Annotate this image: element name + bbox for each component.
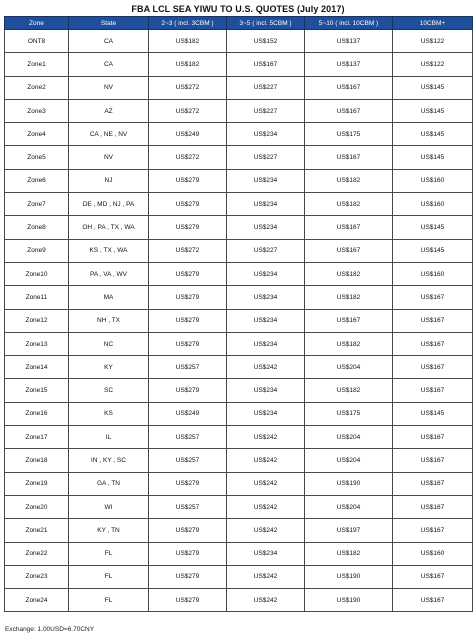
price-3-5cbm-cell: US$242 <box>227 472 305 495</box>
price-2-3cbm-cell: US$272 <box>149 99 227 122</box>
price-3-5cbm-cell: US$227 <box>227 99 305 122</box>
price-5-10cbm-cell: US$167 <box>305 216 393 239</box>
table-row <box>5 426 473 449</box>
price-5-10cbm-cell: US$190 <box>305 472 393 495</box>
price-10cbm-plus-cell: US$145 <box>393 123 473 146</box>
price-3-5cbm-cell: US$234 <box>227 332 305 355</box>
table-row <box>5 123 473 146</box>
price-10cbm-plus-cell: US$145 <box>393 99 473 122</box>
table-row <box>5 565 473 588</box>
price-10cbm-plus-cell: US$167 <box>393 286 473 309</box>
zone-cell: Zone8 <box>5 216 69 239</box>
state-cell: KY <box>69 356 149 379</box>
price-2-3cbm-cell: US$279 <box>149 379 227 402</box>
price-10cbm-plus-cell: US$167 <box>393 379 473 402</box>
price-2-3cbm-cell: US$182 <box>149 53 227 76</box>
state-cell: IL <box>69 426 149 449</box>
state-cell: FL <box>69 542 149 565</box>
state-cell: CA <box>69 53 149 76</box>
zone-cell: Zone24 <box>5 589 69 612</box>
price-5-10cbm-cell: US$190 <box>305 589 393 612</box>
header-price-10cbm-plus: 10CBM+ <box>393 17 473 30</box>
state-cell: NJ <box>69 169 149 192</box>
table-row <box>5 169 473 192</box>
price-5-10cbm-cell: US$167 <box>305 76 393 99</box>
sheet-title: FBA LCL SEA YIWU TO U.S. QUOTES (July 2017) <box>131 4 345 14</box>
price-10cbm-plus-cell: US$160 <box>393 169 473 192</box>
price-5-10cbm-cell: US$137 <box>305 53 393 76</box>
price-5-10cbm-cell: US$167 <box>305 99 393 122</box>
table-row <box>5 309 473 332</box>
price-3-5cbm-cell: US$234 <box>227 262 305 285</box>
price-5-10cbm-cell: US$197 <box>305 519 393 542</box>
price-5-10cbm-cell: US$182 <box>305 286 393 309</box>
price-3-5cbm-cell: US$227 <box>227 239 305 262</box>
state-cell: FL <box>69 589 149 612</box>
price-2-3cbm-cell: US$279 <box>149 519 227 542</box>
price-5-10cbm-cell: US$204 <box>305 426 393 449</box>
price-10cbm-plus-cell: US$145 <box>393 239 473 262</box>
state-cell: NV <box>69 146 149 169</box>
price-5-10cbm-cell: US$182 <box>305 193 393 216</box>
zone-cell: Zone14 <box>5 356 69 379</box>
price-2-3cbm-cell: US$279 <box>149 332 227 355</box>
table-row <box>5 519 473 542</box>
price-2-3cbm-cell: US$279 <box>149 216 227 239</box>
table-row <box>5 379 473 402</box>
price-3-5cbm-cell: US$234 <box>227 286 305 309</box>
zone-cell: Zone21 <box>5 519 69 542</box>
price-2-3cbm-cell: US$272 <box>149 76 227 99</box>
table-row <box>5 193 473 216</box>
price-3-5cbm-cell: US$242 <box>227 519 305 542</box>
price-2-3cbm-cell: US$272 <box>149 239 227 262</box>
price-10cbm-plus-cell: US$160 <box>393 193 473 216</box>
price-3-5cbm-cell: US$234 <box>227 309 305 332</box>
state-cell: WI <box>69 495 149 518</box>
price-2-3cbm-cell: US$249 <box>149 123 227 146</box>
header-price-5-10cbm: 5~10 ( incl. 10CBM ) <box>305 17 393 30</box>
state-cell: KY , TN <box>69 519 149 542</box>
price-3-5cbm-cell: US$234 <box>227 542 305 565</box>
price-3-5cbm-cell: US$234 <box>227 379 305 402</box>
state-cell: SC <box>69 379 149 402</box>
table-header-row <box>5 17 473 30</box>
table-row <box>5 356 473 379</box>
price-5-10cbm-cell: US$137 <box>305 30 393 53</box>
zone-cell: Zone7 <box>5 193 69 216</box>
price-5-10cbm-cell: US$167 <box>305 309 393 332</box>
price-2-3cbm-cell: US$279 <box>149 565 227 588</box>
price-10cbm-plus-cell: US$167 <box>393 449 473 472</box>
header-price-3-5cbm: 3~5 ( incl. 5CBM ) <box>227 17 305 30</box>
price-5-10cbm-cell: US$182 <box>305 262 393 285</box>
zone-cell: Zone2 <box>5 76 69 99</box>
price-2-3cbm-cell: US$279 <box>149 309 227 332</box>
price-10cbm-plus-cell: US$145 <box>393 402 473 425</box>
price-3-5cbm-cell: US$167 <box>227 53 305 76</box>
table-row <box>5 402 473 425</box>
price-3-5cbm-cell: US$234 <box>227 402 305 425</box>
price-2-3cbm-cell: US$257 <box>149 449 227 472</box>
price-3-5cbm-cell: US$242 <box>227 449 305 472</box>
table-row <box>5 589 473 612</box>
header-price-2-3cbm: 2~3 ( incl. 3CBM ) <box>149 17 227 30</box>
table-row <box>5 449 473 472</box>
price-5-10cbm-cell: US$175 <box>305 402 393 425</box>
state-cell: MA <box>69 286 149 309</box>
price-3-5cbm-cell: US$242 <box>227 495 305 518</box>
state-cell: IN , KY , SC <box>69 449 149 472</box>
price-2-3cbm-cell: US$279 <box>149 542 227 565</box>
price-10cbm-plus-cell: US$167 <box>393 565 473 588</box>
price-3-5cbm-cell: US$234 <box>227 216 305 239</box>
table-row <box>5 30 473 53</box>
state-cell: NV <box>69 76 149 99</box>
table-row <box>5 53 473 76</box>
zone-cell: Zone17 <box>5 426 69 449</box>
table-row <box>5 495 473 518</box>
state-cell: AZ <box>69 99 149 122</box>
price-10cbm-plus-cell: US$167 <box>393 519 473 542</box>
price-3-5cbm-cell: US$234 <box>227 193 305 216</box>
table-body <box>5 30 473 612</box>
quote-sheet <box>4 3 472 612</box>
price-10cbm-plus-cell: US$145 <box>393 76 473 99</box>
price-2-3cbm-cell: US$279 <box>149 286 227 309</box>
zone-cell: Zone6 <box>5 169 69 192</box>
zone-cell: Zone20 <box>5 495 69 518</box>
zone-cell: Zone19 <box>5 472 69 495</box>
state-cell: NH , TX <box>69 309 149 332</box>
price-5-10cbm-cell: US$204 <box>305 495 393 518</box>
price-2-3cbm-cell: US$279 <box>149 193 227 216</box>
price-10cbm-plus-cell: US$167 <box>393 356 473 379</box>
price-2-3cbm-cell: US$279 <box>149 262 227 285</box>
price-5-10cbm-cell: US$190 <box>305 565 393 588</box>
price-3-5cbm-cell: US$234 <box>227 169 305 192</box>
price-2-3cbm-cell: US$279 <box>149 589 227 612</box>
zone-cell: Zone23 <box>5 565 69 588</box>
state-cell: CA <box>69 30 149 53</box>
state-cell: KS <box>69 402 149 425</box>
zone-cell: Zone16 <box>5 402 69 425</box>
price-3-5cbm-cell: US$242 <box>227 589 305 612</box>
price-10cbm-plus-cell: US$160 <box>393 542 473 565</box>
zone-cell: Zone3 <box>5 99 69 122</box>
price-2-3cbm-cell: US$272 <box>149 146 227 169</box>
price-2-3cbm-cell: US$257 <box>149 356 227 379</box>
quotes-table <box>4 16 473 612</box>
price-2-3cbm-cell: US$249 <box>149 402 227 425</box>
price-3-5cbm-cell: US$227 <box>227 146 305 169</box>
price-10cbm-plus-cell: US$122 <box>393 30 473 53</box>
zone-cell: Zone15 <box>5 379 69 402</box>
state-cell: OH , PA , TX , WA <box>69 216 149 239</box>
state-cell: GA , TN <box>69 472 149 495</box>
state-cell: KS , TX , WA <box>69 239 149 262</box>
price-5-10cbm-cell: US$182 <box>305 169 393 192</box>
price-5-10cbm-cell: US$182 <box>305 542 393 565</box>
price-10cbm-plus-cell: US$145 <box>393 146 473 169</box>
table-row <box>5 76 473 99</box>
price-3-5cbm-cell: US$234 <box>227 123 305 146</box>
zone-cell: Zone1 <box>5 53 69 76</box>
price-10cbm-plus-cell: US$167 <box>393 332 473 355</box>
state-cell: FL <box>69 565 149 588</box>
price-5-10cbm-cell: US$167 <box>305 146 393 169</box>
price-10cbm-plus-cell: US$122 <box>393 53 473 76</box>
price-3-5cbm-cell: US$242 <box>227 565 305 588</box>
zone-cell: Zone10 <box>5 262 69 285</box>
price-10cbm-plus-cell: US$167 <box>393 589 473 612</box>
price-10cbm-plus-cell: US$167 <box>393 495 473 518</box>
table-row <box>5 332 473 355</box>
price-3-5cbm-cell: US$227 <box>227 76 305 99</box>
price-2-3cbm-cell: US$279 <box>149 169 227 192</box>
table-row <box>5 286 473 309</box>
zone-cell: Zone9 <box>5 239 69 262</box>
price-10cbm-plus-cell: US$167 <box>393 426 473 449</box>
state-cell: CA , NE , NV <box>69 123 149 146</box>
price-5-10cbm-cell: US$182 <box>305 379 393 402</box>
price-5-10cbm-cell: US$182 <box>305 332 393 355</box>
table-row <box>5 262 473 285</box>
zone-cell: Zone11 <box>5 286 69 309</box>
price-2-3cbm-cell: US$182 <box>149 30 227 53</box>
price-5-10cbm-cell: US$204 <box>305 449 393 472</box>
zone-cell: Zone13 <box>5 332 69 355</box>
state-cell: NC <box>69 332 149 355</box>
price-10cbm-plus-cell: US$167 <box>393 309 473 332</box>
price-3-5cbm-cell: US$242 <box>227 426 305 449</box>
header-zone: Zone <box>5 17 69 30</box>
zone-cell: Zone4 <box>5 123 69 146</box>
price-2-3cbm-cell: US$257 <box>149 426 227 449</box>
exchange-rate-note: Exchange: 1.00USD=6.70CNY <box>5 626 95 633</box>
zone-cell: Zone5 <box>5 146 69 169</box>
table-row <box>5 216 473 239</box>
table-row <box>5 542 473 565</box>
price-5-10cbm-cell: US$175 <box>305 123 393 146</box>
price-3-5cbm-cell: US$242 <box>227 356 305 379</box>
zone-cell: Zone12 <box>5 309 69 332</box>
table-row <box>5 146 473 169</box>
price-5-10cbm-cell: US$167 <box>305 239 393 262</box>
table-row <box>5 472 473 495</box>
price-10cbm-plus-cell: US$167 <box>393 472 473 495</box>
price-10cbm-plus-cell: US$145 <box>393 216 473 239</box>
table-row <box>5 99 473 122</box>
table-row <box>5 239 473 262</box>
price-5-10cbm-cell: US$204 <box>305 356 393 379</box>
price-2-3cbm-cell: US$279 <box>149 472 227 495</box>
price-3-5cbm-cell: US$152 <box>227 30 305 53</box>
price-10cbm-plus-cell: US$160 <box>393 262 473 285</box>
zone-cell: Zone22 <box>5 542 69 565</box>
zone-cell: ONT8 <box>5 30 69 53</box>
header-state: State <box>69 17 149 30</box>
state-cell: DE , MD , NJ , PA <box>69 193 149 216</box>
price-2-3cbm-cell: US$257 <box>149 495 227 518</box>
zone-cell: Zone18 <box>5 449 69 472</box>
state-cell: PA , VA , WV <box>69 262 149 285</box>
